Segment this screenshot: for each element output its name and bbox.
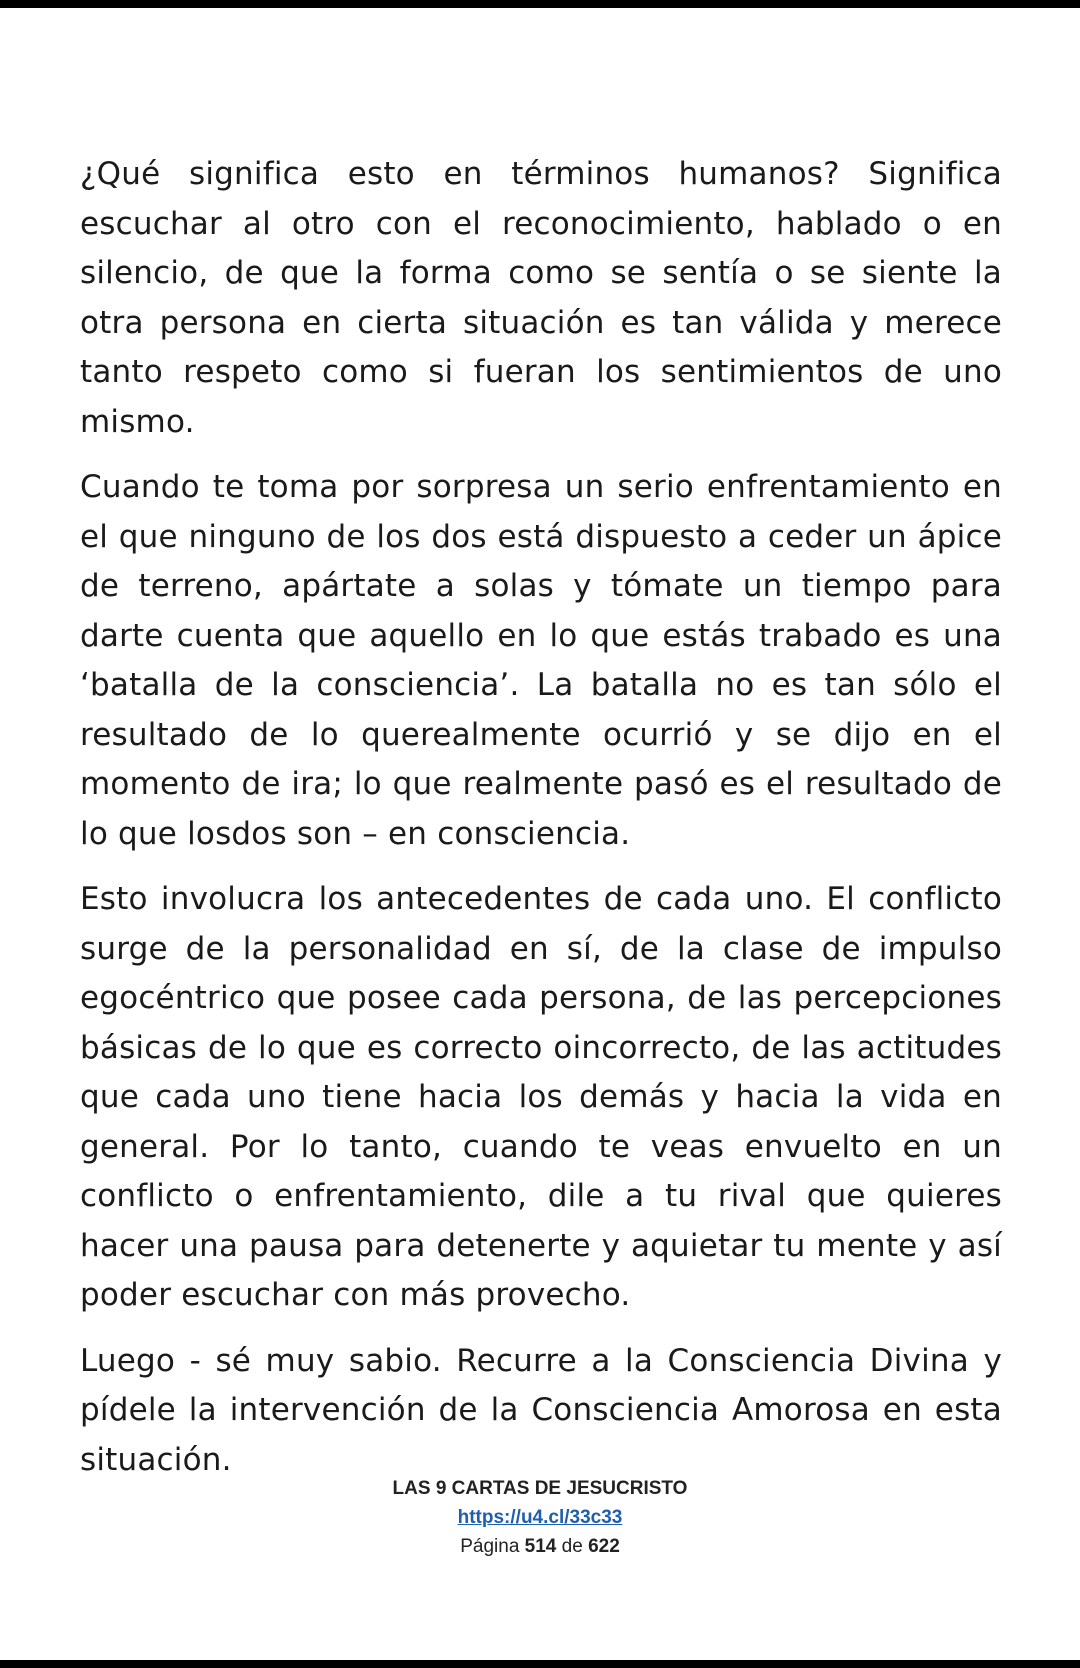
page-number — [0, 1532, 1080, 1561]
paragraph-3: Esto involucra los antecedentes de cada uno. El conflicto surge de la personalidad en sí, de la clase de impulso egocéntrico que posee cada persona, de las percepciones básicas de lo que es correcto oincorrecto, de las actitudes que cada uno tiene hacia los demás y hacia la vida en general. Por lo tanto, cuando te veas envuelto en un conflicto o enfrentamiento, dile a tu rival que quieres hacer una pausa para detenerte y aquietar tu mente y así poder escuchar con más provecho. — [80, 881, 1002, 1313]
page-footer — [0, 1474, 1080, 1561]
paragraph-2: Cuando te toma por sorpresa un serio enfrentamiento en el que ninguno de los dos está dispuesto a ceder un ápice de terreno, apártate a solas y tómate un tiempo para darte cuenta que aquello en lo que estás trabado es una ‘batalla de la consciencia’. La batalla no es tan sólo el resultado de lo querealmente ocurrió y se dijo en el momento de ira; lo que realmente pasó es el resultado de lo que losdos son – en consciencia. — [80, 469, 1002, 852]
page-prefix: Página — [460, 1536, 520, 1557]
page-current: 514 — [524, 1536, 557, 1557]
page-total: 622 — [588, 1536, 620, 1557]
paragraph-4: Luego - sé muy sabio. Recurre a la Consciencia Divina y pídele la intervención de la Consciencia Amorosa en esta situación. — [80, 1342, 1002, 1478]
bottom-border — [0, 1660, 1080, 1668]
top-border — [0, 0, 1080, 8]
book-title: LAS 9 CARTAS DE JESUCRISTO — [392, 1478, 688, 1499]
page-separator: de — [561, 1536, 583, 1557]
paragraph-1: ¿Qué significa esto en términos humanos? Significa escuchar al otro con el reconocimiento, hablado o en silencio, de que la forma como se sentía o se siente la otra persona en cierta situación es tan válida y merece tanto respeto como si fueran los sentimientos de uno mismo. — [80, 156, 1002, 440]
page-body — [80, 150, 1002, 1501]
book-link[interactable]: https://u4.cl/33c33 — [457, 1507, 623, 1528]
